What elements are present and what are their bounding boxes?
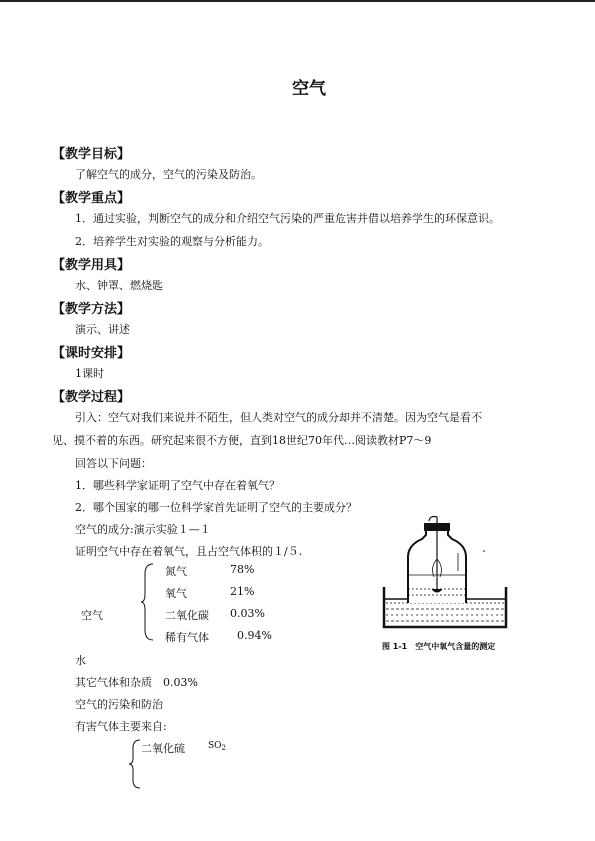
tools-text: 水、钟罩、燃烧匙 — [75, 279, 163, 292]
intro-line-2: 见、摸不着的东西。研究起来很不方便，直到18世纪70年代…阅读教材P7～9 — [52, 434, 432, 447]
heading-time: 【课时安排】 — [52, 346, 131, 361]
question-2: 2．哪个国家的哪一位科学家首先证明了空气的主要成分？ — [75, 501, 357, 514]
other-gas-text: 其它气体和杂质 0.03% — [75, 676, 198, 689]
key-line-2: 2．培养学生对实验的观察与分析能力。 — [75, 235, 269, 248]
page-title: 空气 — [292, 79, 326, 99]
so2-formula: $SO_2$ — [208, 741, 227, 752]
component-name-co2: 二氧化碳 — [165, 609, 209, 622]
method-text: 演示、讲述 — [75, 323, 130, 336]
component-name-oxygen: 氧气 — [165, 587, 187, 600]
harmful-text: 有害气体主要来自: — [75, 720, 167, 733]
stopper — [424, 523, 450, 531]
component-value-nitrogen: 78% — [230, 563, 255, 576]
air-label: 空气 — [81, 609, 103, 622]
component-value-co2: 0.03% — [230, 607, 265, 620]
figure-caption: 图 1-1 空气中氧气含量的测定 — [382, 642, 496, 651]
heading-method: 【教学方法】 — [52, 302, 131, 317]
pollution-text: 空气的污染和防治 — [75, 698, 163, 711]
question-1: 1．哪些科学家证明了空气中存在着氧气？ — [75, 479, 280, 492]
answer-text: 回答以下问题： — [75, 457, 152, 470]
top-rule — [0, 0, 595, 2]
harmful-brace — [128, 738, 142, 790]
key-line-1: 1．通过实验，判断空气的成分和介绍空气污染的严重危害并借以培养学生的环保意识。 — [75, 212, 500, 225]
component-value-oxygen: 21% — [230, 585, 255, 598]
heading-goal: 【教学目标】 — [52, 147, 131, 162]
heading-key: 【教学重点】 — [52, 191, 131, 206]
component-value-noble-gas: 0.94% — [237, 629, 272, 642]
prove-text: 证明空气中存在着氧气，且占空气体积的１/５. — [75, 545, 303, 558]
heading-process: 【教学过程】 — [52, 390, 131, 405]
component-name-nitrogen: 氮气 — [165, 565, 187, 578]
experiment-figure — [380, 515, 520, 645]
goal-text: 了解空气的成分，空气的污染及防治。 — [75, 168, 262, 181]
time-text: 1课时 — [75, 367, 104, 380]
heading-tools: 【教学用具】 — [52, 258, 131, 273]
composition-text: 空气的成分:演示实验１—１ — [75, 523, 211, 536]
water-text: 水 — [75, 654, 86, 667]
component-name-noble-gas: 稀有气体 — [165, 631, 209, 644]
composition-brace — [140, 562, 156, 642]
intro-line-1: 引入：空气对我们来说并不陌生，但人类对空气的成分却并不清楚。因为空气是看不 — [75, 411, 482, 424]
so2-name: 二氧化硫 — [141, 742, 185, 755]
